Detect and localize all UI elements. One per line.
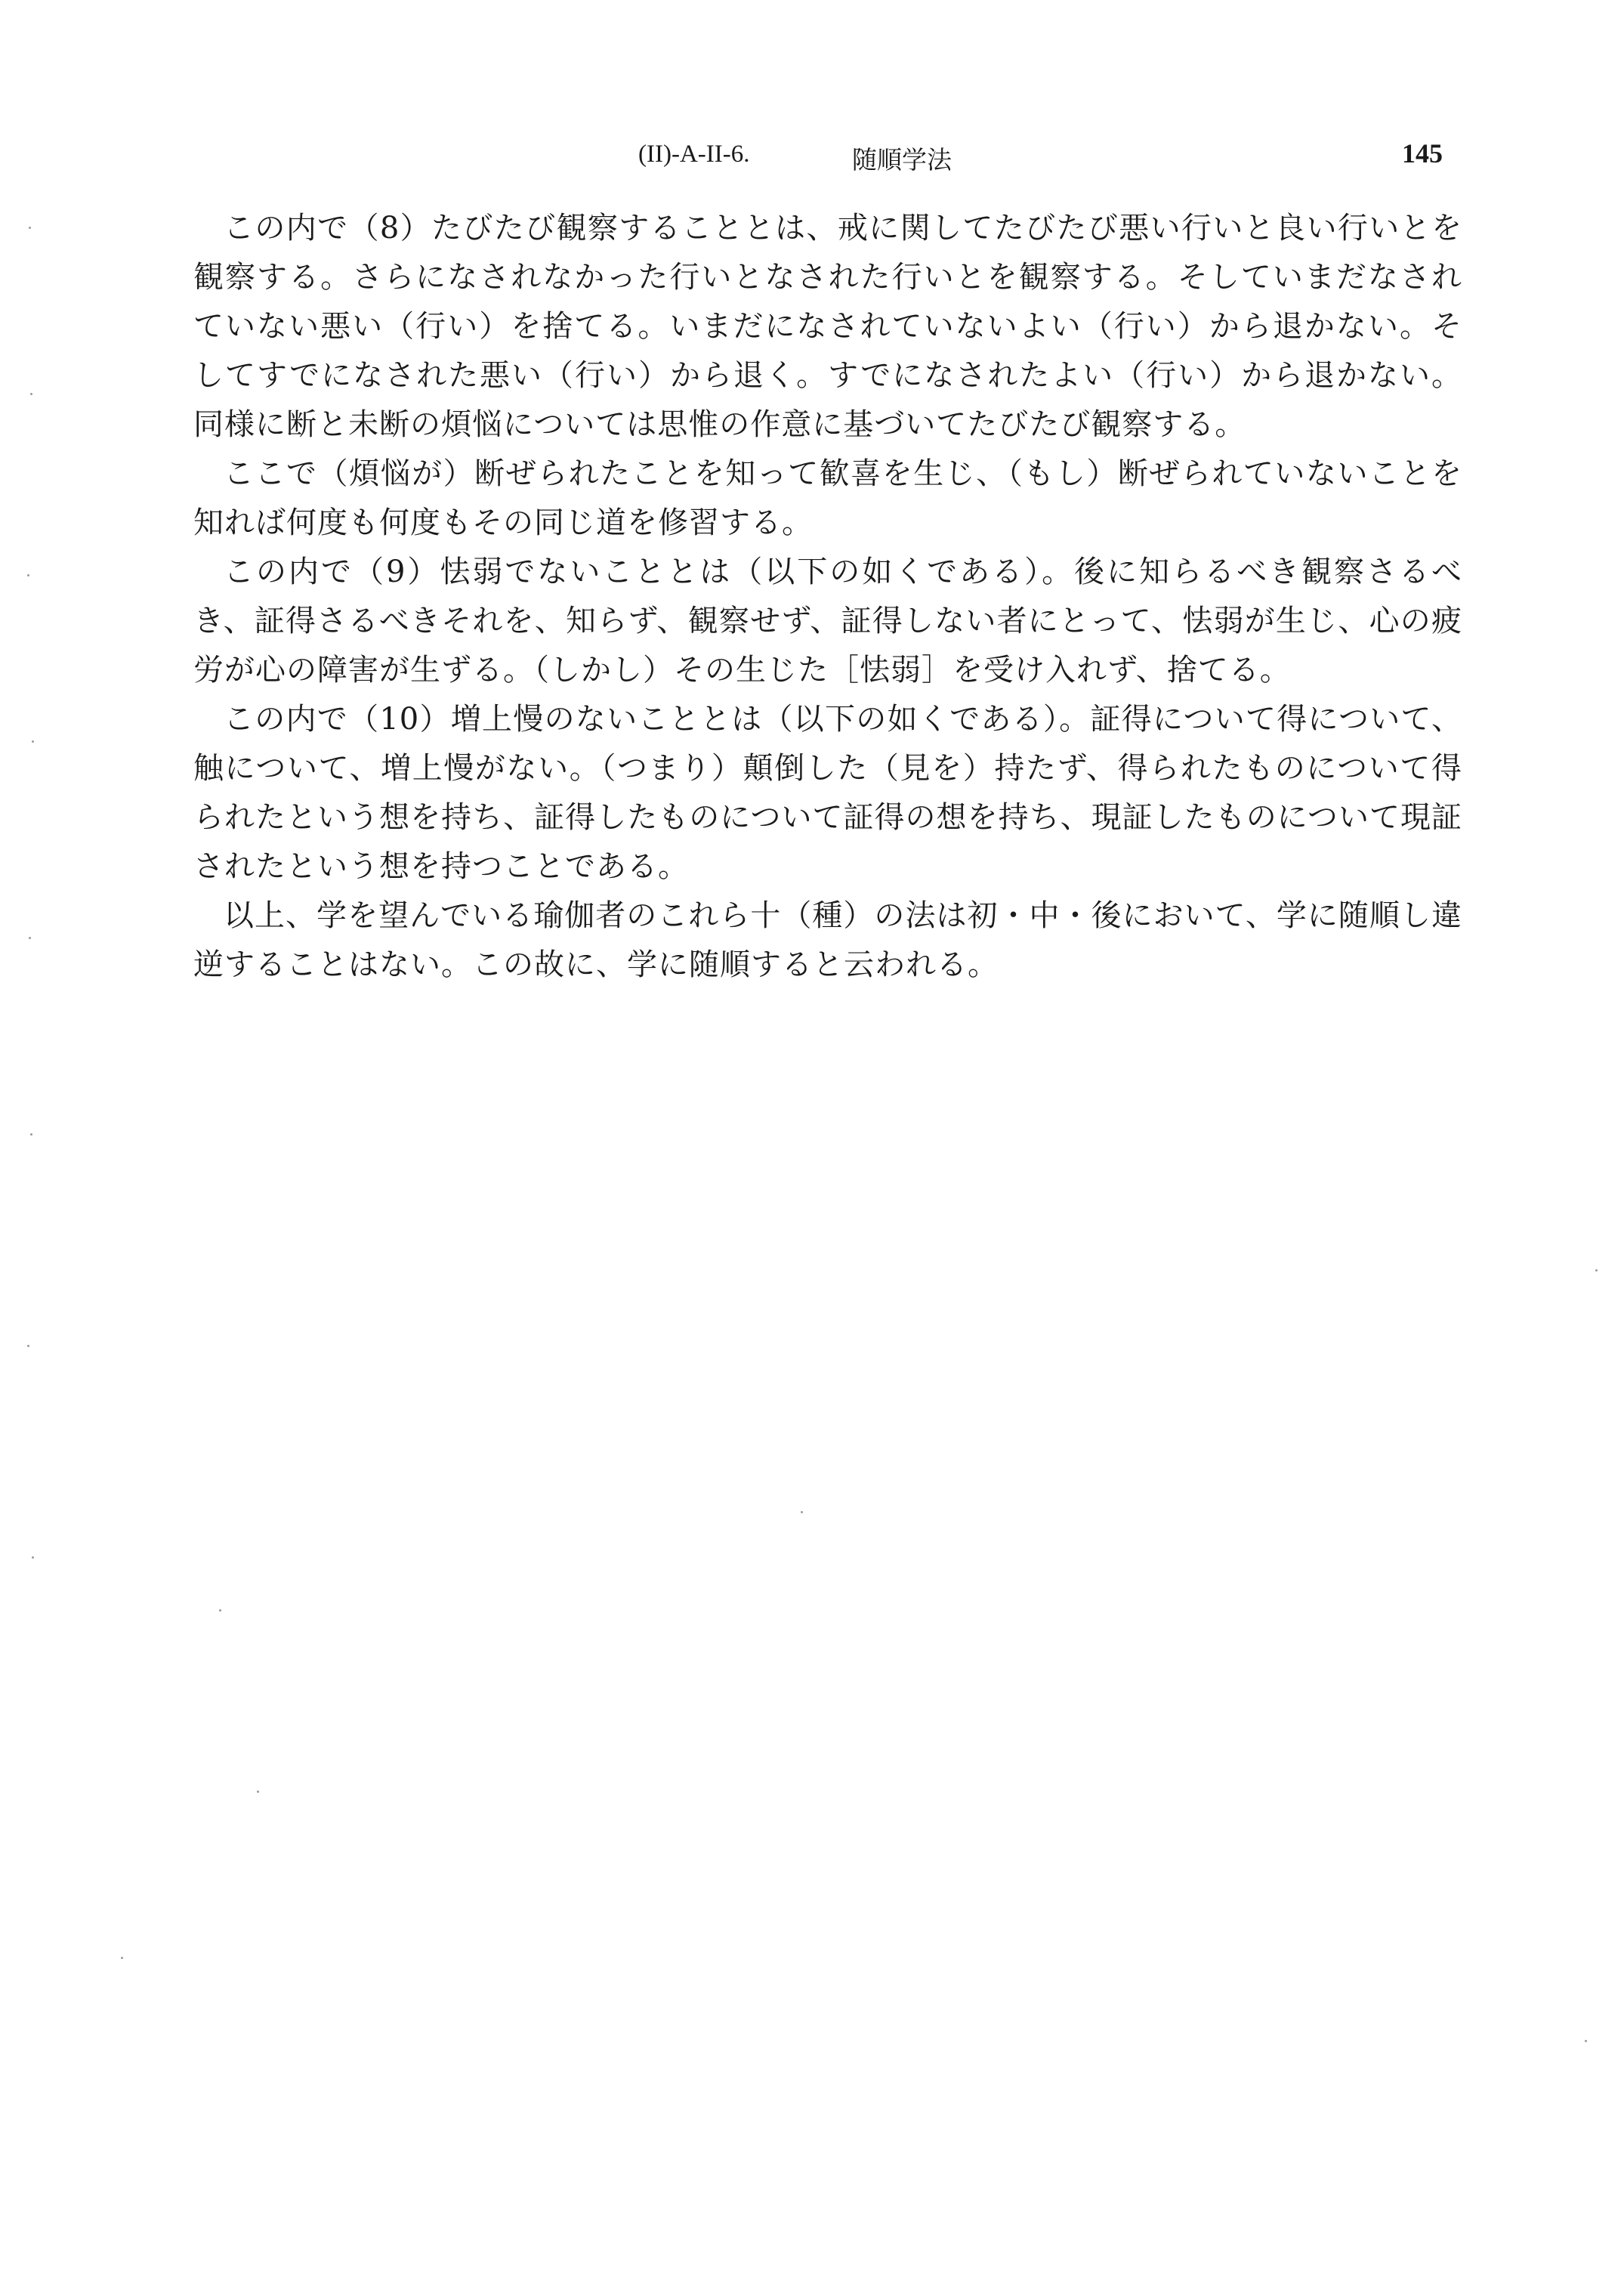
paragraph-no-arrogance: この内で（10）増上慢のないこととは（以下の如くである）。証得について得について、触について、増上慢がない。（つまり）顛倒した（見を）持たず、得られたものについて得られたという想を持ち、証得したものについて証得の想を持ち、現証したものについて現証されたという想を持つことである。 <box>193 702 1462 884</box>
paragraph-rejoicing: ここで（煩悩が）断ぜられたことを知って歓喜を生じ、（もし）断ぜられていないことを知れば何度も何度もその同じ道を修習する。 <box>193 456 1462 540</box>
scan-speck <box>801 1511 803 1513</box>
scan-speck <box>1595 1269 1598 1272</box>
scan-speck <box>27 574 29 576</box>
scan-speck <box>30 1133 32 1136</box>
scan-speck <box>32 1556 34 1559</box>
scan-speck <box>1585 2040 1587 2042</box>
body-text <box>193 204 1462 990</box>
header-section-number: (II)-A-II-6. <box>638 141 750 168</box>
scan-speck <box>30 393 32 395</box>
running-header <box>0 134 1624 175</box>
scan-speck <box>219 1609 221 1612</box>
scan-speck <box>257 1791 259 1793</box>
scan-speck <box>27 1345 29 1347</box>
paragraph-observation: この内で（8）たびたび観察することとは、戒に関してたびたび悪い行いと良い行いとを観察する。さらになされなかった行いとなされた行いとを観察する。そしていまだなされていない悪い（行い）を捨てる。いまだになされていないよい（行い）から退かない。そしてすでになされた悪い（行い）から退く。すでになされたよい（行い）から退かない。同様に断と未断の煩悩については思惟の作意に基づいてたびたび観察する。 <box>193 211 1462 442</box>
header-title: 随順学法 <box>852 147 952 175</box>
paragraph-conclusion: 以上、学を望んでいる瑜伽者のこれら十（種）の法は初・中・後において、学に随順し違逆することはない。この故に、学に随順すると云われる。 <box>193 898 1462 982</box>
page-number: 145 <box>1402 138 1443 168</box>
scan-speck <box>29 227 31 229</box>
scan-speck <box>32 740 34 743</box>
scan-speck <box>29 937 31 939</box>
paragraph-non-timidity: この内で（9）怯弱でないこととは（以下の如くである）。後に知らるべき観察さるべき、証得さるべきそれを、知らず、観察せず、証得しない者にとって、怯弱が生じ、心の疲労が心の障害が生ずる。（しかし）その生じた［怯弱］を受け入れず、捨てる。 <box>193 555 1462 688</box>
scan-speck <box>121 1957 123 1959</box>
